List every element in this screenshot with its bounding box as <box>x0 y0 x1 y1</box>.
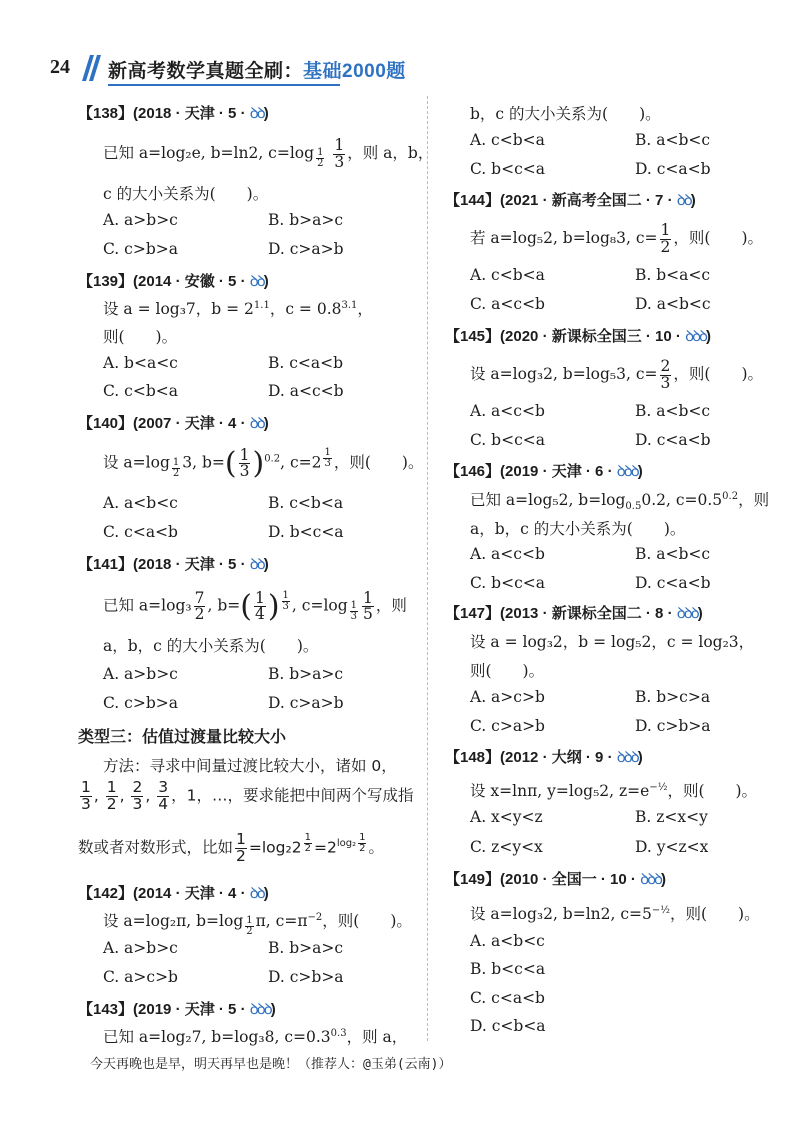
question-148-option-c: C. z<y<x <box>470 838 543 856</box>
question-140-option-b: B. c<b<a <box>268 494 344 512</box>
question-139-option-c: C. c<b<a <box>103 382 178 400</box>
question-147-header: 【147】(2013 · 新课标全国二 · 8 · ꝺꝺꝺ) <box>445 605 703 622</box>
question-143-header: 【143】(2019 · 天津 · 5 · ꝺꝺꝺ) <box>78 1001 276 1018</box>
question-138-option-b: B. b>a>c <box>268 211 344 229</box>
question-142-option-b: B. b>a>c <box>268 939 344 957</box>
question-141-option-d: D. c>a>b <box>268 694 344 712</box>
chili-icon: ꝺꝺꝺ <box>616 463 638 480</box>
footer-quote: 今天再晚也是早，明天再早也是晚！（推荐人：@玉弟(云南)） <box>90 1057 452 1072</box>
question-145-option-a: A. a<c<b <box>470 402 545 420</box>
question-148-option-a: A. x<y<z <box>470 808 543 826</box>
question-138-option-d: D. c>a>b <box>268 240 344 258</box>
method-line2: $\frac{1}{3}$ , $\frac{1}{2}$ , $\frac{2}{3}$ , $\frac{3}{4}$ ，1，…，要求能把中间两个写成指 <box>81 778 414 813</box>
question-139-option-d: D. a<c<b <box>268 382 344 400</box>
chili-icon: ꝺꝺꝺ <box>249 1001 271 1018</box>
question-140-stem: 设 a=log $\frac{1}{2}$ 3, b=( $\frac{1}{3}$ )$^{0.2}$, c=2 $^{\frac{1}{3}}$ ，则( )。 <box>103 445 424 481</box>
question-140-option-d: D. b<c<a <box>268 523 344 541</box>
page-number: 24 <box>50 56 70 78</box>
question-141-option-c: C. c>b>a <box>103 694 178 712</box>
question-146-header: 【146】(2019 · 天津 · 6 · ꝺꝺꝺ) <box>445 463 643 480</box>
question-146-option-d: D. c<a<b <box>635 574 711 592</box>
book-title-main: 新高考数学真题全刷： <box>108 61 304 82</box>
question-149-option-b: B. b<c<a <box>470 960 546 978</box>
question-145-option-b: B. a<b<c <box>635 402 711 420</box>
question-142-stem: 设 a=log₂π, b=log $\frac{1}{2}$ π, $c=\pi^{-2}$，则( )。 <box>103 911 412 937</box>
question-140-header: 【140】(2007 · 天津 · 4 · ꝺꝺ) <box>78 415 269 432</box>
question-147-stem: 设 a = log₃2，b = log₅2，c = log₂3， <box>470 633 755 651</box>
question-139-header: 【139】(2014 · 安徽 · 5 · ꝺꝺ) <box>78 273 269 290</box>
stripes-icon <box>82 55 102 81</box>
chili-icon: ꝺꝺ <box>249 415 264 432</box>
header-rule <box>108 84 340 86</box>
question-149-option-c: C. c<a<b <box>470 989 545 1007</box>
question-140-option-c: C. c<a<b <box>103 523 178 541</box>
question-144-option-a: A. c<b<a <box>470 266 545 284</box>
question-138-line2: c 的大小关系为( )。 <box>103 185 269 203</box>
question-145-stem: 设 a=log₃2, b=log₅3, c= $\frac{2}{3}$ ，则( )。 <box>470 357 763 392</box>
question-138-option-a: A. a>b>c <box>103 211 178 229</box>
question-143-option-a: A. c<b<a <box>470 131 545 149</box>
chili-icon: ꝺꝺꝺ <box>685 328 707 345</box>
page-header <box>0 0 800 95</box>
book-title <box>108 56 406 83</box>
question-149-option-d: D. c<b<a <box>470 1017 546 1035</box>
column-divider <box>427 96 428 1041</box>
question-145-option-d: D. c<a<b <box>635 431 711 449</box>
question-144-option-d: D. a<b<c <box>635 295 711 313</box>
question-141-option-a: A. a>b>c <box>103 665 178 683</box>
question-138-stem: 已知 a=log₂e, b=ln2, c=log $\frac{1}{2}$ $\frac{1}{3}$ ，则 a，b， <box>103 136 434 171</box>
chili-icon: ꝺꝺ <box>249 556 264 573</box>
question-147-option-a: A. a>c>b <box>470 688 545 706</box>
question-138-header: 【138】(2018 · 天津 · 5 · ꝺꝺ) <box>78 105 269 122</box>
question-144-header: 【144】(2021 · 新高考全国二 · 7 · ꝺꝺ) <box>445 192 696 209</box>
question-147-option-d: D. c>b>a <box>635 717 711 735</box>
question-143-option-c: C. b<c<a <box>470 160 545 178</box>
question-145-option-c: C. b<c<a <box>470 431 545 449</box>
chili-icon: ꝺꝺ <box>676 192 691 209</box>
question-146-option-b: B. a<b<c <box>635 545 711 563</box>
question-149-stem: 设 a=log₃2, b=ln2, $c=5^{-\frac{1}{2}}$，则( )。 <box>470 904 760 923</box>
question-138-option-c: C. c>b>a <box>103 240 178 258</box>
method-line3: 数或者对数形式，比如 $\frac{1}{2}$ =log₂2 $^{\frac{1}{2}}$ $=2^{log_2 \frac{1}{2}}$ 。 <box>78 830 384 865</box>
question-146-option-c: C. b<c<a <box>470 574 545 592</box>
question-146-option-a: A. a<c<b <box>470 545 545 563</box>
question-142-header: 【142】(2014 · 天津 · 4 · ꝺꝺ) <box>78 885 269 902</box>
question-145-header: 【145】(2020 · 新课标全国三 · 10 · ꝺꝺꝺ) <box>445 328 712 345</box>
question-140-option-a: A. a<b<c <box>103 494 178 512</box>
question-147-option-c: C. c>a>b <box>470 717 545 735</box>
question-142-option-a: A. a>b>c <box>103 939 178 957</box>
question-144-option-b: B. b<a<c <box>635 266 711 284</box>
question-139-line2: 则( )。 <box>103 328 178 346</box>
question-141-option-b: B. b>a>c <box>268 665 344 683</box>
question-139-stem: 设 a = log₃7，$b = 2^{1.1}$，$c = 0.8^{3.1}$， <box>103 299 373 318</box>
question-143-stem: 已知 a=log₂7, b=log₃8, $c=0.3^{0.3}$，则 a， <box>103 1027 408 1046</box>
question-144-stem: 若 a=log₅2, b=log₈3, c= $\frac{1}{2}$ ，则( )。 <box>470 221 763 256</box>
question-147-option-b: B. b>c>a <box>635 688 711 706</box>
question-146-stem: 已知 a=log₅2, $b=\log_{0.5}0.2$, $c=0.5^{0.2}$，则 <box>470 490 770 513</box>
question-148-option-b: B. z<x<y <box>635 808 708 826</box>
question-141-stem: 已知 a=log₃ $\frac{7}{2}$ , b=( $\frac{1}{4}$ ) $^{\frac{1}{3}}$ , c=log $\frac{1}{3}$ $\frac{1}{5}$ ，则 <box>103 588 407 624</box>
chili-icon: ꝺꝺꝺ <box>616 749 638 766</box>
question-139-option-b: B. c<a<b <box>268 354 344 372</box>
question-141-header: 【141】(2018 · 天津 · 5 · ꝺꝺ) <box>78 556 269 573</box>
chili-icon: ꝺꝺ <box>249 273 264 290</box>
question-143-option-b: B. a<b<c <box>635 131 711 149</box>
method-line1: 方法：寻求中间量过渡比较大小，诸如 0， <box>103 757 397 775</box>
question-148-option-d: D. y<z<x <box>635 838 709 856</box>
question-148-header: 【148】(2012 · 大纲 · 9 · ꝺꝺꝺ) <box>445 749 643 766</box>
question-146-line2: a，b，c 的大小关系为( )。 <box>470 520 686 538</box>
chili-icon: ꝺꝺ <box>249 105 264 122</box>
chili-icon: ꝺꝺꝺ <box>676 605 698 622</box>
question-143-option-d: D. c<a<b <box>635 160 711 178</box>
question-149-option-a: A. a<b<c <box>470 932 545 950</box>
question-143-line2: b，c 的大小关系为( )。 <box>470 105 661 123</box>
question-144-option-c: C. a<c<b <box>470 295 545 313</box>
book-title-sub: 基础2000题 <box>303 61 406 82</box>
chili-icon: ꝺꝺ <box>249 885 264 902</box>
chili-icon: ꝺꝺꝺ <box>640 871 662 888</box>
question-147-line2: 则( )。 <box>470 662 545 680</box>
question-139-option-a: A. b<a<c <box>103 354 178 372</box>
question-142-option-d: D. c>b>a <box>268 968 344 986</box>
question-142-option-c: C. a>c>b <box>103 968 178 986</box>
question-141-line2: a，b，c 的大小关系为( )。 <box>103 637 319 655</box>
question-148-stem: 设 x=lnπ, y=log₅2, $z=e^{-\frac{1}{2}}$，则( )。 <box>470 781 758 800</box>
question-149-header: 【149】(2010 · 全国一 · 10 · ꝺꝺꝺ) <box>445 871 667 888</box>
section-title-type3: 类型三：估值过渡量比较大小 <box>78 729 287 746</box>
